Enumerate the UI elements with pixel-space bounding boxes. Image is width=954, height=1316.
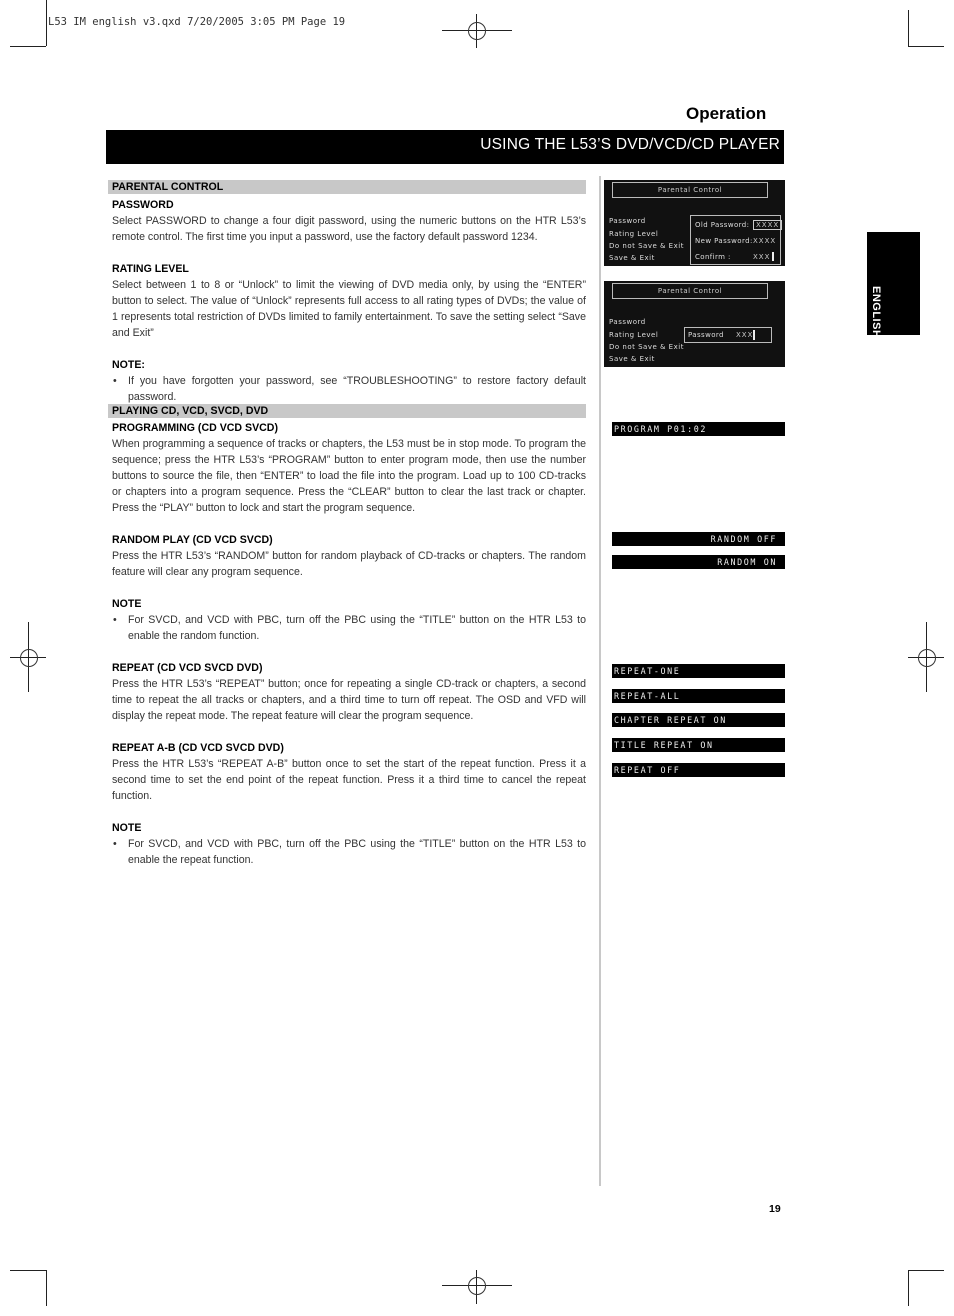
note-text: • If you have forgotten your password, see “TROUBLESHOOTING” to restore factory default password.	[112, 373, 586, 405]
osd-password-entry-screen	[604, 281, 785, 367]
language-tab	[867, 232, 920, 339]
crop-mark	[908, 1270, 944, 1271]
osd-menu-item: Save & Exit	[609, 355, 655, 363]
crop-mark	[10, 46, 46, 47]
programming-text: When programming a sequence of tracks or chapters, the L53 must be in stop mode. To program the sequence; press the HTR L53’s “PROGRAM” button to enter program mode, then use the number buttons to source the file, then “ENTER” to load the file into the program. Load up to 100 CD-tracks or chapters into a program sequence. Press the “CLEAR” button to clear the last track or chapter. Press the “PLAY” button to lock and start the program sequence.	[112, 438, 586, 514]
osd-title-repeat-bar	[612, 738, 785, 752]
chapter-title: USING THE L53’S DVD/VCD/CD PLAYER	[480, 136, 780, 153]
osd-program-bar	[612, 422, 785, 436]
repeat-ab-text: Press the HTR L53’s “REPEAT A-B” button once to set the start of the repeat function. Press it a second time to set the end point of the repeat function. Press it a third time to cancel the repeat function.	[112, 758, 586, 802]
crop-mark	[908, 10, 909, 46]
random-play-text: Press the HTR L53’s “RANDOM” button for random playback of CD-tracks or chapters. The random feature will clear any program sequence.	[112, 550, 586, 578]
text-cursor	[772, 252, 774, 261]
rating-level-heading: RATING LEVEL	[112, 263, 189, 275]
osd-repeat-off-bar	[612, 763, 785, 777]
parental-control-section	[112, 197, 586, 405]
note-text: • For SVCD, and VCD with PBC, turn off the PBC using the “TITLE” button on the HTR L53 to enable the random function.	[112, 612, 586, 644]
new-password-value: XXXX	[753, 237, 777, 245]
osd-menu-item: Do not Save & Exit	[609, 343, 684, 351]
registration-circle	[468, 22, 486, 40]
osd-repeat-all-text: REPEAT-ALL	[614, 691, 681, 701]
repeat-heading: REPEAT (CD VCD SVCD DVD)	[112, 662, 263, 674]
new-password-label: New Password:	[695, 237, 753, 245]
osd-title: Parental Control	[612, 283, 768, 299]
osd-chapter-repeat-text: CHAPTER REPEAT ON	[614, 715, 727, 725]
confirm-value: XXX	[753, 253, 771, 261]
osd-menu-item: Save & Exit	[609, 254, 655, 262]
osd-random-off-text: RANDOM OFF	[710, 534, 777, 544]
note-heading: NOTE	[112, 822, 142, 834]
note-heading: NOTE:	[112, 359, 145, 371]
osd-menu-item: Rating Level	[609, 331, 659, 339]
registration-circle	[918, 649, 936, 667]
page-number: 19	[769, 1203, 781, 1215]
osd-repeat-all-bar	[612, 689, 785, 703]
password-text: Select PASSWORD to change a four digit password, using the numeric buttons on the HTR L53’s remote control. The first time you input a password, use the factory default password 1234.	[112, 215, 586, 243]
playing-label: PLAYING CD, VCD, SVCD, DVD	[112, 405, 269, 417]
osd-title: Parental Control	[612, 182, 768, 198]
crop-mark	[46, 0, 47, 46]
column-divider	[599, 176, 601, 1186]
osd-parental-control-screen	[604, 180, 785, 266]
registration-circle	[20, 649, 38, 667]
osd-menu-item: Do not Save & Exit	[609, 242, 684, 250]
text-cursor	[753, 330, 755, 340]
osd-random-off-bar	[612, 532, 785, 546]
osd-menu-item: Password	[609, 318, 646, 326]
old-password-value: XXXX	[753, 220, 782, 230]
crop-mark	[10, 1270, 46, 1271]
osd-menu-item: Rating Level	[609, 230, 659, 238]
print-slug: L53 IM english v3.qxd 7/20/2005 3:05 PM Page 19	[48, 16, 346, 28]
parental-control-label: PARENTAL CONTROL	[112, 181, 224, 193]
osd-program-text: PROGRAM P01:02	[614, 424, 707, 434]
password-label: Password	[688, 331, 724, 339]
language-label: ENGLISH	[870, 286, 882, 339]
registration-circle	[468, 1277, 486, 1295]
osd-random-on-bar	[612, 555, 785, 569]
password-heading: PASSWORD	[112, 199, 174, 211]
osd-random-on-text: RANDOM ON	[717, 557, 777, 567]
note-heading: NOTE	[112, 598, 142, 610]
old-password-label: Old Password:	[695, 221, 750, 229]
osd-repeat-one-bar	[612, 664, 785, 678]
chapter-header	[106, 130, 784, 164]
osd-title-repeat-text: TITLE REPEAT ON	[614, 740, 714, 750]
rating-level-text: Select between 1 to 8 or “Unlock” to limit the viewing of DVD media only, by using the “ENTER” button to select. The value of “Unlock” represents full access to all rating types of DVDs; the value of 1 represents total restriction of DVDs limited to family entertainment. To save the setting select “Save and Exit”	[112, 279, 586, 339]
playing-section	[112, 420, 586, 868]
osd-repeat-off-text: REPEAT OFF	[614, 765, 681, 775]
repeat-ab-heading: REPEAT A-B (CD VCD SVCD DVD)	[112, 742, 284, 754]
programming-heading: PROGRAMMING (CD VCD SVCD)	[112, 422, 278, 434]
playing-bar	[108, 404, 586, 418]
confirm-label: Confirm :	[695, 253, 731, 261]
crop-mark	[908, 46, 944, 47]
crop-mark	[908, 1270, 909, 1306]
section-title: Operation	[686, 104, 767, 123]
parental-control-bar	[108, 180, 586, 194]
osd-password-field	[684, 327, 772, 343]
random-play-heading: RANDOM PLAY (CD VCD SVCD)	[112, 534, 273, 546]
note-text: • For SVCD, and VCD with PBC, turn off the PBC using the “TITLE” button on the HTR L53 to enable the repeat function.	[112, 836, 586, 868]
osd-chapter-repeat-bar	[612, 713, 785, 727]
osd-menu-item: Password	[609, 217, 646, 225]
osd-repeat-one-text: REPEAT-ONE	[614, 666, 681, 676]
repeat-text: Press the HTR L53’s “REPEAT” button; once for repeating a single CD-track or chapters, a second time to repeat the all tracks or chapters, and a third time to turn off repeat. The OSD and VFD will display the repeat mode. The repeat feature will clear the program sequence.	[112, 678, 586, 722]
password-value: XXX	[736, 331, 754, 339]
crop-mark	[46, 1270, 47, 1306]
osd-password-panel	[690, 215, 781, 265]
